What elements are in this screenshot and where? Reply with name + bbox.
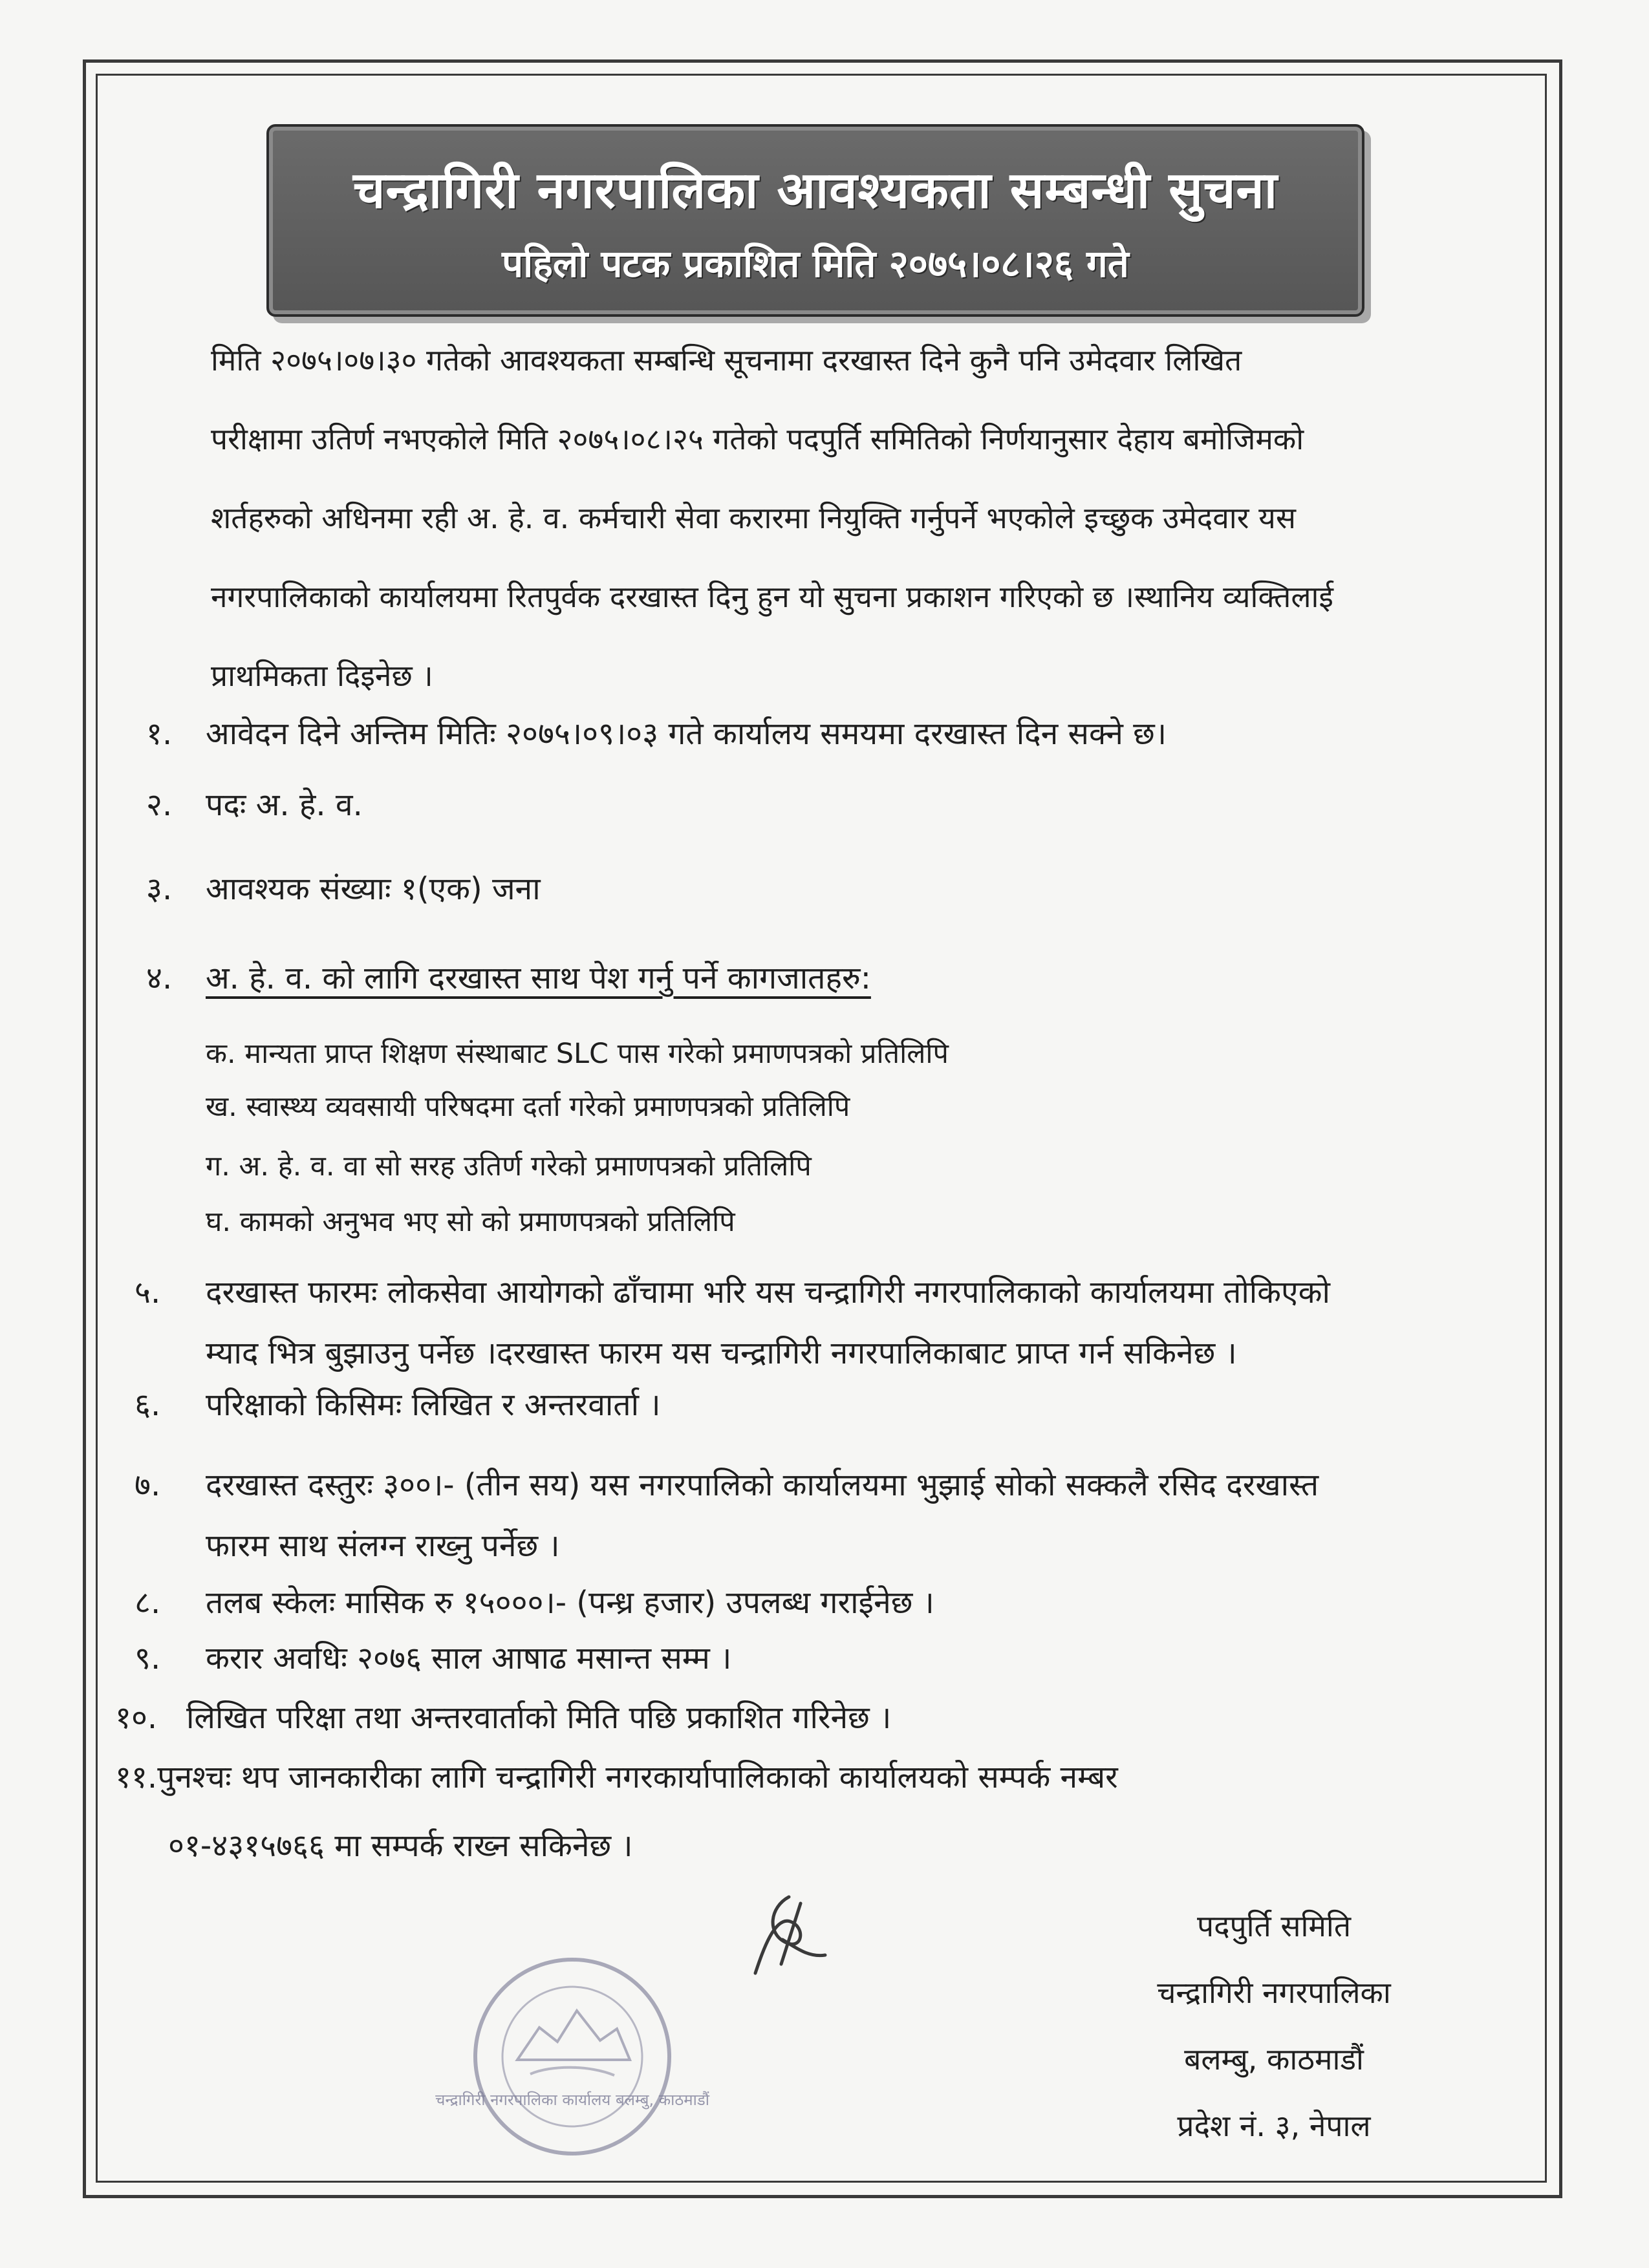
item-number: ४. (146, 960, 173, 996)
item-text: दरखास्त दस्तुरः ३००।- (तीन सय) यस नगरपालिको कार्यालयमा भुझाई सोको सक्कलै रसिद दरखास्त (206, 1467, 1319, 1503)
document-item: घ. कामको अनुभव भए सो को प्रमाणपत्रको प्रतिलिपि (206, 1206, 735, 1238)
address: बलम्बु, काठमाडौं (1184, 2042, 1364, 2077)
committee-name: पदपुर्ति समिति (1196, 1909, 1352, 1943)
signature-block (1093, 1893, 1455, 2159)
item-text: दरखास्त फारमः लोकसेवा आयोगको ढाँचामा भरि यस चन्द्रागिरी नगरपालिकाको कार्यालयमा तोकिएको (206, 1274, 1330, 1311)
item-number: ३. (146, 871, 173, 907)
province: प्रदेश नं. ३, नेपाल (1177, 2108, 1371, 2143)
document-item: क. मान्यता प्राप्त शिक्षण संस्थाबाट SLC पास गरेको प्रमाणपत्रको प्रतिलिपि (206, 1038, 949, 1070)
item-text: करार अवधिः २०७६ साल आषाढ मसान्त सम्म । (206, 1640, 732, 1676)
signature-mark (744, 1888, 834, 1985)
item-contact-cont (168, 1809, 633, 1883)
notice-title: चन्द्रागिरी नगरपालिका आवश्यकता सम्बन्धी सुचना (352, 162, 1278, 220)
intro-line: परीक्षामा उतिर्ण नभएकोले मिति २०७५।०८।२५ गतेको पदपुर्ति समितिको निर्णयानुसार देहाय बमोजिमको (211, 422, 1304, 456)
item-text: पुनश्चः थप जानकारीका लागि चन्द्रागिरी नगरकार्यापालिकाको कार्यालयको सम्पर्क नम्बर (157, 1759, 1118, 1795)
publish-date: पहिलो पटक प्रकाशित मिति २०७५।०८।२६ गते (502, 242, 1129, 286)
item-number: ६. (135, 1387, 161, 1423)
item-number: ११. (115, 1759, 158, 1795)
item-number: १. (146, 716, 173, 752)
document-item: ख. स्वास्थ्य व्यवसायी परिषदमा दर्ता गरेको प्रमाणपत्रको प्रतिलिपि (206, 1091, 850, 1123)
item-number: २. (146, 787, 173, 823)
intro-line: मिति २०७५।०७।३० गतेको आवश्यकता सम्बन्धि सूचनामा दरखास्त दिने कुनै पनि उमेदवार लिखित (211, 343, 1242, 378)
item-text: परिक्षाको किसिमः लिखित र अन्तरवार्ता । (206, 1387, 661, 1423)
item-documents-heading (146, 941, 871, 1015)
item-text: तलब स्केलः मासिक रु १५०००।- (पन्ध्र हजार) उपलब्ध गराईनेछ । (206, 1585, 934, 1621)
item-text: लिखित परिक्षा तथा अन्तरवार्ताको मिति पछि प्रकाशित गरिनेछ । (186, 1700, 892, 1736)
item-text: आवेदन दिने अन्तिम मितिः २०७५।०९।०३ गते कार्यालय समयमा दरखास्त दिन सक्ने छ। (206, 716, 1167, 752)
item-number: ५. (135, 1274, 161, 1311)
municipality-seal (435, 1951, 709, 2162)
item-text: पदः अ. हे. व. (206, 787, 363, 823)
intro-line: प्राथमिकता दिइनेछ । (211, 658, 433, 693)
item-number: ९. (135, 1640, 161, 1676)
item-post (146, 768, 363, 842)
document-item: ग. अ. हे. व. वा सो सरह उतिर्ण गरेको प्रमाणपत्रको प्रतिलिपि (206, 1150, 812, 1182)
item-text: अ. हे. व. को लागि दरखास्त साथ पेश गर्नु पर्ने कागजातहरु: (206, 960, 871, 996)
municipality-name: चन्द्रागिरी नगरपालिका (1157, 1975, 1391, 2010)
item-text: ०१-४३१५७६६ मा सम्पर्क राख्न सकिनेछ । (168, 1828, 633, 1864)
item-exam-type (135, 1368, 661, 1442)
seal-text: चन्द्रागिरी नगरपालिका कार्यालय बलम्बु, काठमाडौं (435, 2091, 709, 2109)
item-deadline (146, 697, 1167, 771)
item-number: १०. (115, 1700, 158, 1736)
notice-banner (266, 124, 1364, 317)
item-text: आवश्यक संख्याः १(एक) जना (206, 871, 541, 907)
intro-paragraph (211, 321, 1520, 715)
intro-line: शर्तहरुको अधिनमा रही अ. हे. व. कर्मचारी सेवा करारमा नियुक्ति गर्नुपर्ने भएकोले इच्छुक उमेदवार यस (211, 500, 1296, 535)
intro-line: नगरपालिकाको कार्यालयमा रितपुर्वक दरखास्त दिनु हुन यो सुचना प्रकाशन गरिएको छ ।स्थानिय व्यक्तिलाई (211, 579, 1334, 614)
item-number: ८. (135, 1585, 161, 1621)
item-vacancy-count (146, 852, 541, 926)
item-text: म्याद भित्र बुझाउनु पर्नेछ ।दरखास्त फारम यस चन्द्रागिरी नगरपालिकाबाट प्राप्त गर्न सकिनेछ । (206, 1335, 1237, 1371)
item-contact (115, 1740, 1118, 1814)
item-number: ७. (135, 1467, 161, 1503)
item-text: फारम साथ संलग्न राख्नु पर्नेछ । (206, 1528, 560, 1564)
